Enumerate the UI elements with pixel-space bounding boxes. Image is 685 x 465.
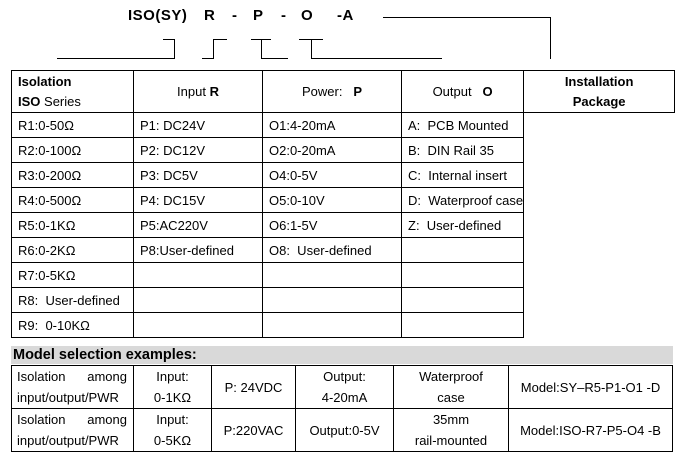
example-output-label: Output:0-5V (309, 422, 380, 438)
input-option: R8: User-defined (12, 288, 134, 313)
examples-table (11, 365, 673, 452)
example-package-line2: case (437, 390, 465, 405)
example-power (212, 409, 296, 452)
example-model-code: Model:SY–R5-P1-O1 -D (520, 379, 661, 395)
header-output-letter: O (482, 84, 493, 99)
power-option: P1: DC24V (134, 113, 263, 138)
leader-line-prefix-top (163, 39, 175, 40)
input-option: R3:0-200Ω (12, 163, 134, 188)
examples-title: Model selection examples: (11, 346, 673, 364)
leader-line-prefix (57, 58, 175, 59)
power-option: P3: DC5V (134, 163, 263, 188)
model-separator: - (232, 7, 238, 24)
example-row (12, 409, 673, 452)
installation-option (402, 263, 524, 288)
input-option: R5:0-1KΩ (12, 213, 134, 238)
leader-line-p-tick (261, 39, 262, 59)
example-package-line1: Waterproof (419, 369, 483, 384)
example-power (212, 366, 296, 409)
header-installation (524, 71, 675, 113)
selection-row (12, 213, 675, 238)
example-package (394, 366, 509, 409)
example-desc-line2: input/output/PWR (17, 433, 119, 448)
example-model (509, 409, 673, 452)
output-option: O8: User-defined (263, 238, 402, 263)
selection-row (12, 138, 675, 163)
example-desc-line2: input/output/PWR (17, 390, 119, 405)
example-description (12, 366, 134, 409)
installation-option: Z: User-defined (402, 213, 524, 238)
installation-option: D: Waterproof case (402, 188, 524, 213)
output-option (263, 288, 402, 313)
header-row (12, 71, 675, 113)
header-power-text: Power: (302, 84, 354, 99)
power-option: P5:AC220V (134, 213, 263, 238)
model-separator: - (281, 7, 287, 24)
leader-line-p (261, 58, 288, 59)
header-input (134, 71, 263, 113)
output-option (263, 313, 402, 338)
input-option: R4:0-500Ω (12, 188, 134, 213)
example-power-value: P: 24VDC (224, 379, 283, 395)
header-installation-line2: Package (572, 93, 626, 109)
power-option: P8:User-defined (134, 238, 263, 263)
selection-row (12, 238, 675, 263)
model-code-p: P (253, 7, 264, 24)
installation-option: A: PCB Mounted (402, 113, 524, 138)
selection-row (12, 163, 675, 188)
output-option: O5:0-10V (263, 188, 402, 213)
header-power-letter: P (353, 84, 362, 99)
example-row (12, 366, 673, 409)
model-code-o: O (301, 7, 314, 24)
leader-line-o (311, 58, 442, 59)
installation-option: C: Internal insert (402, 163, 524, 188)
example-desc-word: Isolation (17, 369, 66, 384)
example-input-label: Input: (156, 369, 189, 384)
header-power (263, 71, 402, 113)
example-desc-word: among (87, 369, 127, 384)
model-code-r: R (204, 7, 216, 24)
example-input-value: 0-1KΩ (153, 390, 192, 405)
header-output (402, 71, 524, 113)
header-input-text: Input (177, 84, 210, 99)
leader-line-prefix-tick (174, 39, 175, 59)
example-input (134, 366, 212, 409)
selection-row (12, 113, 675, 138)
selection-table-body (12, 113, 675, 338)
example-output (296, 366, 394, 409)
example-input (134, 409, 212, 452)
selection-row (12, 313, 675, 338)
power-option (134, 263, 263, 288)
installation-option (402, 313, 524, 338)
example-package-line1: 35mm (432, 412, 470, 427)
selection-row (12, 188, 675, 213)
input-option: R6:0-2KΩ (12, 238, 134, 263)
examples-table-body (12, 366, 673, 452)
example-output-label: Output: (323, 369, 366, 384)
installation-option: B: DIN Rail 35 (402, 138, 524, 163)
power-option: P4: DC15V (134, 188, 263, 213)
leader-line-r-tick (213, 39, 214, 59)
series-line1: Isolation (18, 73, 72, 89)
power-option: P2: DC12V (134, 138, 263, 163)
output-option (263, 263, 402, 288)
model-prefix: ISO(SY) (128, 7, 188, 24)
example-desc-word: Isolation (17, 412, 66, 427)
selection-table (11, 70, 675, 338)
header-installation-line1: Installation (564, 73, 634, 89)
model-code-a: -A (337, 7, 354, 24)
example-package-line2: rail-mounted (414, 433, 488, 448)
example-input-value: 0-5KΩ (153, 433, 192, 448)
example-description (12, 409, 134, 452)
input-option: R2:0-100Ω (12, 138, 134, 163)
model-code-diagram (0, 0, 685, 68)
output-option: O6:1-5V (263, 213, 402, 238)
leader-line-a-drop (550, 17, 551, 59)
leader-line-o-tick (311, 39, 312, 59)
series-cell (12, 71, 134, 113)
power-option (134, 313, 263, 338)
example-package (394, 409, 509, 452)
input-option: R9: 0-10KΩ (12, 313, 134, 338)
input-option: R1:0-50Ω (12, 113, 134, 138)
example-desc-word: among (87, 412, 127, 427)
power-option (134, 288, 263, 313)
example-model-code: Model:ISO-R7-P5-O4 -B (520, 422, 661, 438)
header-input-letter: R (209, 84, 219, 99)
leader-line-a (383, 17, 551, 18)
input-option: R7:0-5KΩ (12, 263, 134, 288)
header-output-text: Output (432, 84, 483, 99)
example-model (509, 366, 673, 409)
leader-line-r-top (213, 39, 227, 40)
installation-option (402, 288, 524, 313)
output-option: O1:4-20mA (263, 113, 402, 138)
selection-row (12, 288, 675, 313)
output-option: O4:0-5V (263, 163, 402, 188)
installation-option (402, 238, 524, 263)
example-input-label: Input: (156, 412, 189, 427)
series-name: ISO (18, 93, 41, 109)
series-suffix: Series (40, 93, 81, 109)
output-option: O2:0-20mA (263, 138, 402, 163)
example-power-value: P:220VAC (223, 422, 284, 438)
selection-row (12, 263, 675, 288)
example-output-value: 4-20mA (321, 390, 368, 405)
example-output (296, 409, 394, 452)
